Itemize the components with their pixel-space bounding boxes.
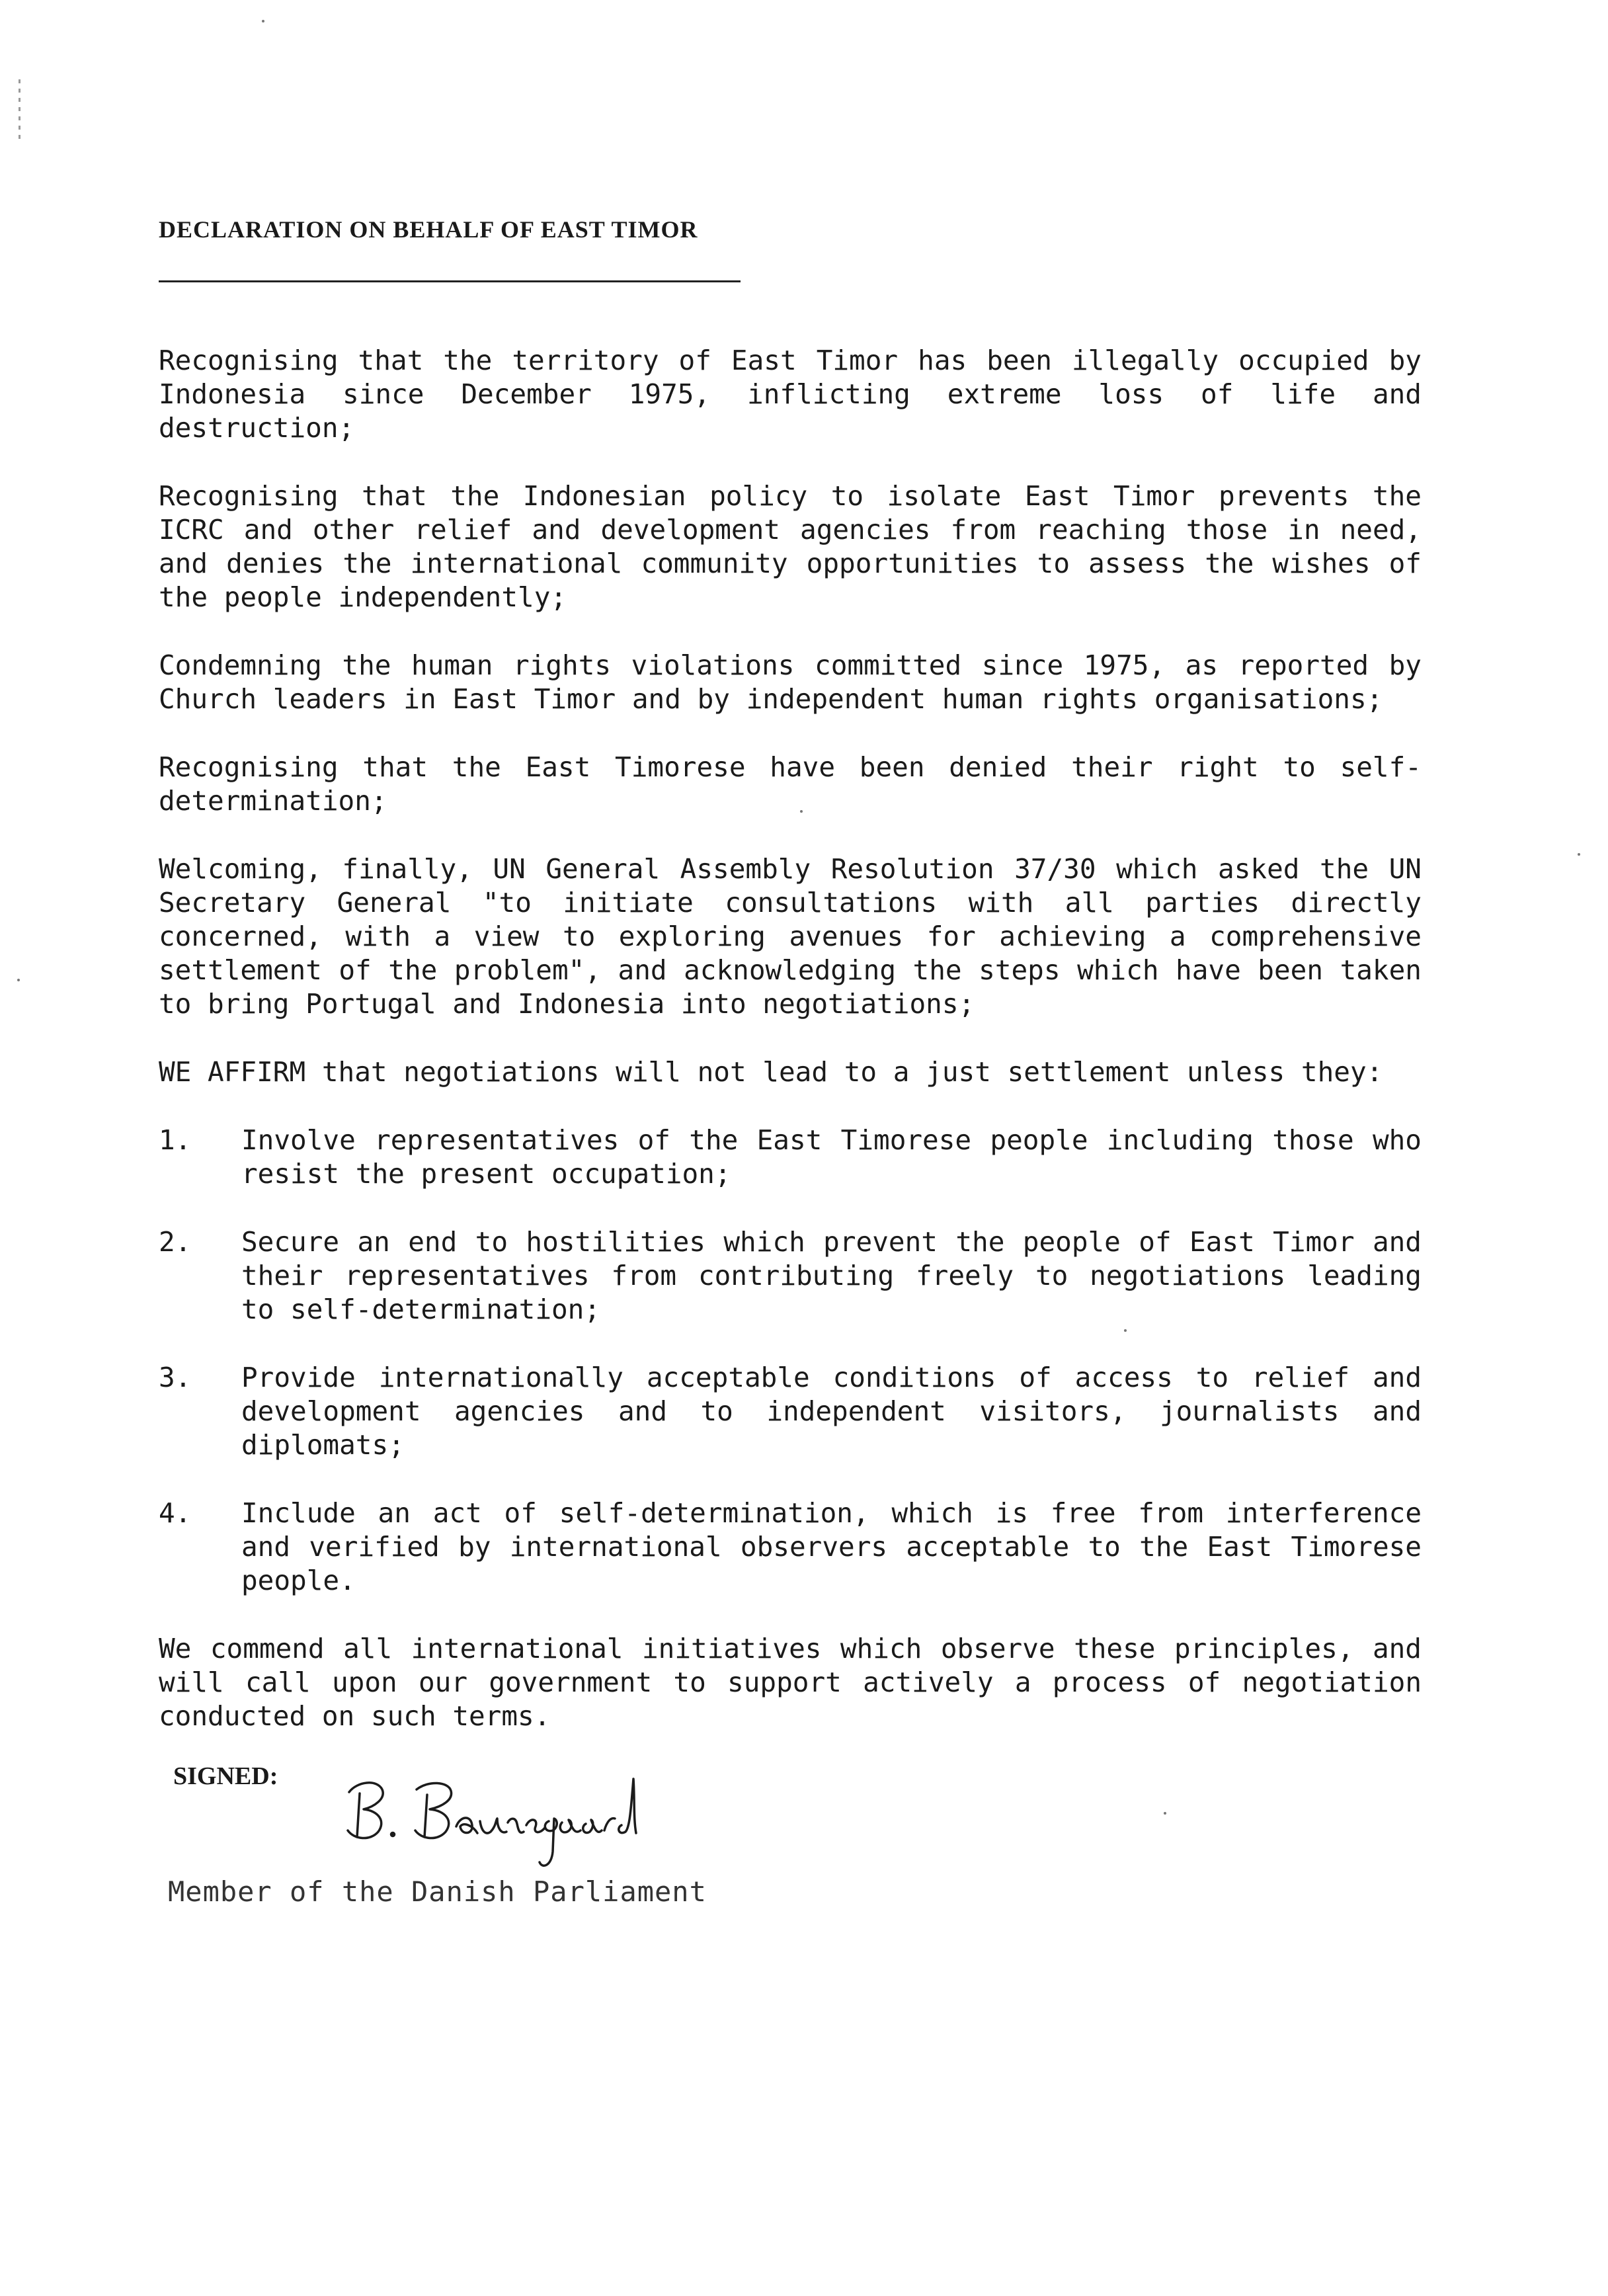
paragraph-we-affirm: WE AFFIRM that negotiations will not lead to a just settlement unless they: [159, 1056, 1383, 1088]
scan-speck [1578, 853, 1580, 856]
list-item-text: Involve representatives of the East Timorese people including those who resist the present occupation; [241, 1124, 1422, 1190]
list-item-number: 1. [159, 1124, 192, 1156]
title-underline [159, 280, 741, 282]
list-item-number: 3. [159, 1362, 192, 1393]
list-item [159, 1225, 1422, 1327]
list-item-text: Include an act of self-determination, which is free from interference and verified by international observers acceptable to the East Timorese people. [241, 1497, 1422, 1596]
scan-speck [800, 810, 803, 813]
list-item [159, 1124, 1422, 1191]
margin-mark [19, 79, 20, 139]
document-title: DECLARATION ON BEHALF OF EAST TIMOR [159, 216, 698, 243]
list-item-text: Secure an end to hostilities which prevent the people of East Timor and their representatives from contributing freely to negotiations leading to self-determination; [241, 1226, 1422, 1325]
signed-label: SIGNED: [173, 1762, 278, 1790]
signer-title: Member of the Danish Parliament [168, 1875, 707, 1908]
paragraph-condemning-violations: Condemning the human rights violations committed since 1975, as reported by Church leaders in East Timor and by independent human rights organisations; [159, 649, 1422, 715]
list-item-text: Provide internationally acceptable conditions of access to relief and development agencies and to independent visitors, journalists and diplomats; [241, 1362, 1422, 1461]
scan-speck [262, 20, 264, 22]
paragraph-recognising-isolation: Recognising that the Indonesian policy to isolate East Timor prevents the ICRC and other relief and development agencies from reaching those in need, and denies the international community opportunities to assess the wishes of the people independently; [159, 480, 1422, 613]
paragraph-recognising-occupation: Recognising that the territory of East Timor has been illegally occupied by Indonesia since December 1975, inflicting extreme loss of life and destruction; [159, 345, 1422, 444]
paragraph-recognising-self-determination: Recognising that the East Timorese have been denied their right to self-determination; [159, 751, 1422, 817]
list-item-number: 2. [159, 1226, 192, 1258]
list-item [159, 1361, 1422, 1462]
signature-drawing [337, 1752, 800, 1878]
document-body [159, 344, 1422, 1768]
scan-speck [1164, 1812, 1166, 1815]
scan-speck [17, 979, 20, 981]
paragraph-closing: We commend all international initiatives which observe these principles, and will call upon our government to support actively a process of negotiation conducted on such terms. [159, 1633, 1422, 1732]
handwritten-signature [337, 1752, 800, 1878]
list-item-number: 4. [159, 1497, 192, 1529]
list-item [159, 1496, 1422, 1598]
scan-speck [1124, 1329, 1127, 1332]
paragraph-welcoming-resolution: Welcoming, finally, UN General Assembly Resolution 37/30 which asked the UN Secretary General "to initiate consultations with all parties directly concerned, with a view to exploring avenues for achieving a comprehensive settlement of the problem", and acknowledging the steps which have been taken to bring Portugal and Indonesia into negotiations; [159, 853, 1422, 1020]
